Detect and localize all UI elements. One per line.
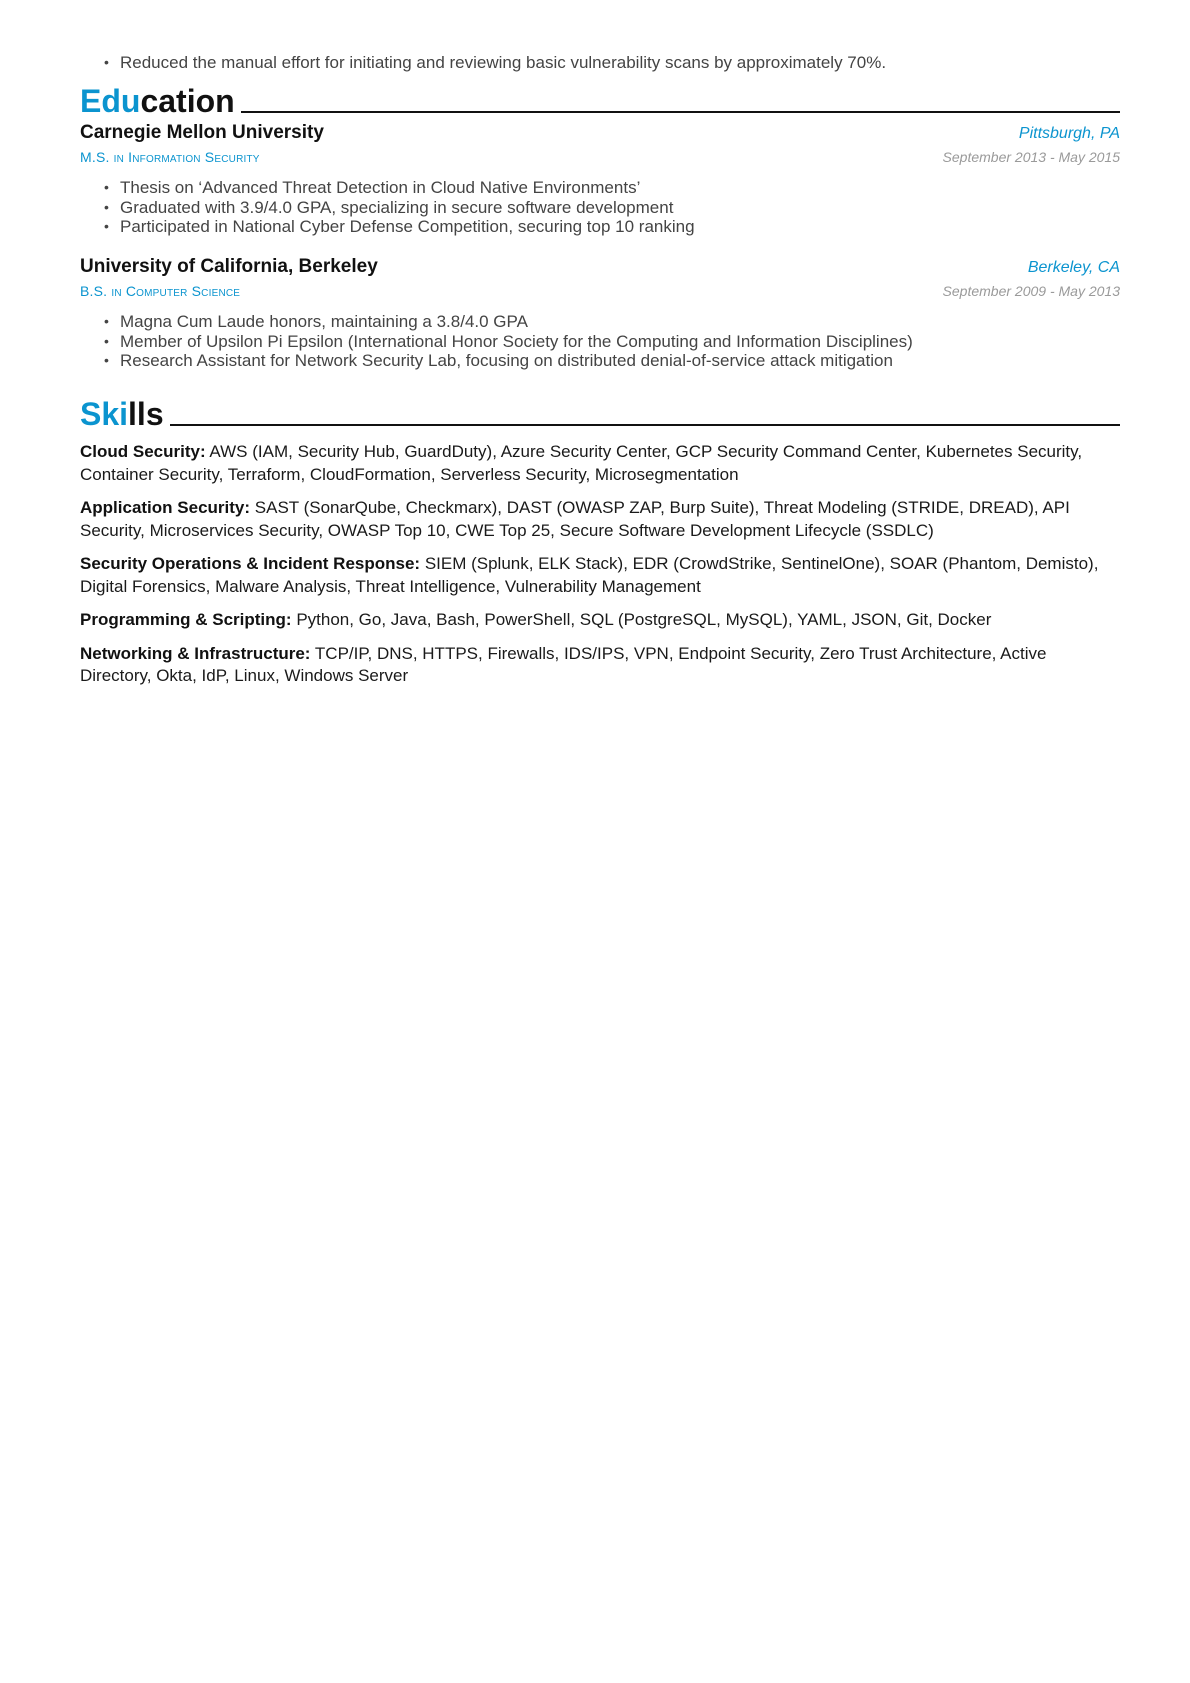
education-entry-berkeley [80, 255, 1120, 371]
education-entry-cmu [80, 121, 1120, 237]
list-item: • Thesis on ‘Advanced Threat Detection in Cloud Native Environments’ [104, 178, 1120, 198]
skill-text: AWS (IAM, Security Hub, GuardDuty), Azure Security Center, GCP Security Command Center, Kubernetes Security, Container Security, Terraform, CloudFormation, Serverless Security, Microsegmentation [80, 442, 1083, 484]
skills-title-accent: Ski [80, 396, 129, 432]
list-item: • Research Assistant for Network Security Lab, focusing on distributed denial-of-service attack mitigation [104, 351, 1120, 371]
education-section-header [80, 83, 1120, 119]
skill-cloud-security [80, 441, 1120, 486]
skill-security-operations [80, 553, 1120, 598]
skill-label: Security Operations & Incident Response: [80, 554, 421, 573]
list-item: • Participated in National Cyber Defense Competition, securing top 10 ranking [104, 217, 1120, 237]
section-divider [170, 424, 1120, 426]
date-range: September 2013 - May 2015 [942, 149, 1120, 165]
education-title-rest: cation [140, 83, 235, 119]
list-item: • Member of Upsilon Pi Epsilon (International Honor Society for the Computing and Information Disciplines) [104, 332, 1120, 352]
skill-programming [80, 609, 1120, 632]
institution-location: Berkeley, CA [1027, 259, 1120, 276]
institution-name: University of California, Berkeley [80, 256, 378, 277]
institution-location: Pittsburgh, PA [1018, 125, 1120, 142]
list-item: • Graduated with 3.9/4.0 GPA, specializing in secure software development [104, 198, 1120, 218]
skill-label: Networking & Infrastructure: [80, 643, 311, 663]
skills-list [80, 441, 1120, 699]
list-item: • Magna Cum Laude honors, maintaining a 3.8/4.0 GPA [104, 312, 1120, 332]
education-title-accent: Edu [80, 83, 141, 119]
skill-text: SAST (SonarQube, Checkmarx), DAST (OWASP ZAP, Burp Suite), Threat Modeling (STRIDE, DREAD), API Security, Microservices Security, OWASP Top 10, CWE Top 25, Secure Software Development Lifecycle (SSDLC) [80, 498, 1070, 540]
section-divider [241, 111, 1120, 113]
education-bullet-list [80, 178, 1120, 237]
skill-networking [80, 643, 1120, 688]
skills-title-rest: lls [128, 396, 164, 432]
degree-title: B.S. in Computer Science [80, 283, 241, 299]
skill-label: Programming & Scripting: [80, 610, 292, 629]
skill-text: Python, Go, Java, Bash, PowerShell, SQL (PostgreSQL, MySQL), YAML, JSON, Git, Docker [296, 610, 992, 629]
skill-text: SIEM (Splunk, ELK Stack), EDR (CrowdStrike, SentinelOne), SOAR (Phantom, Demisto), Digital Forensics, Malware Analysis, Threat Intelligence, Vulnerability Management [80, 554, 1099, 596]
education-title [80, 83, 235, 119]
experience-bullet-list [80, 53, 1144, 73]
skill-label: Cloud Security: [80, 442, 206, 461]
institution-name: Carnegie Mellon University [80, 122, 324, 143]
skills-title [80, 396, 164, 432]
list-item: • Reduced the manual effort for initiating and reviewing basic vulnerability scans by approximately 70%. [104, 53, 1144, 73]
date-range: September 2009 - May 2013 [942, 283, 1120, 299]
skill-label: Application Security: [80, 498, 251, 517]
skill-text: TCP/IP, DNS, HTTPS, Firewalls, IDS/IPS, VPN, Endpoint Security, Zero Trust Architecture, Active Directory, Okta, IdP, Linux, Windows Server [80, 643, 1047, 685]
education-bullet-list [80, 312, 1120, 371]
skill-application-security [80, 497, 1120, 542]
degree-title: M.S. in Information Security [80, 149, 260, 165]
skills-section-header [80, 396, 1120, 432]
